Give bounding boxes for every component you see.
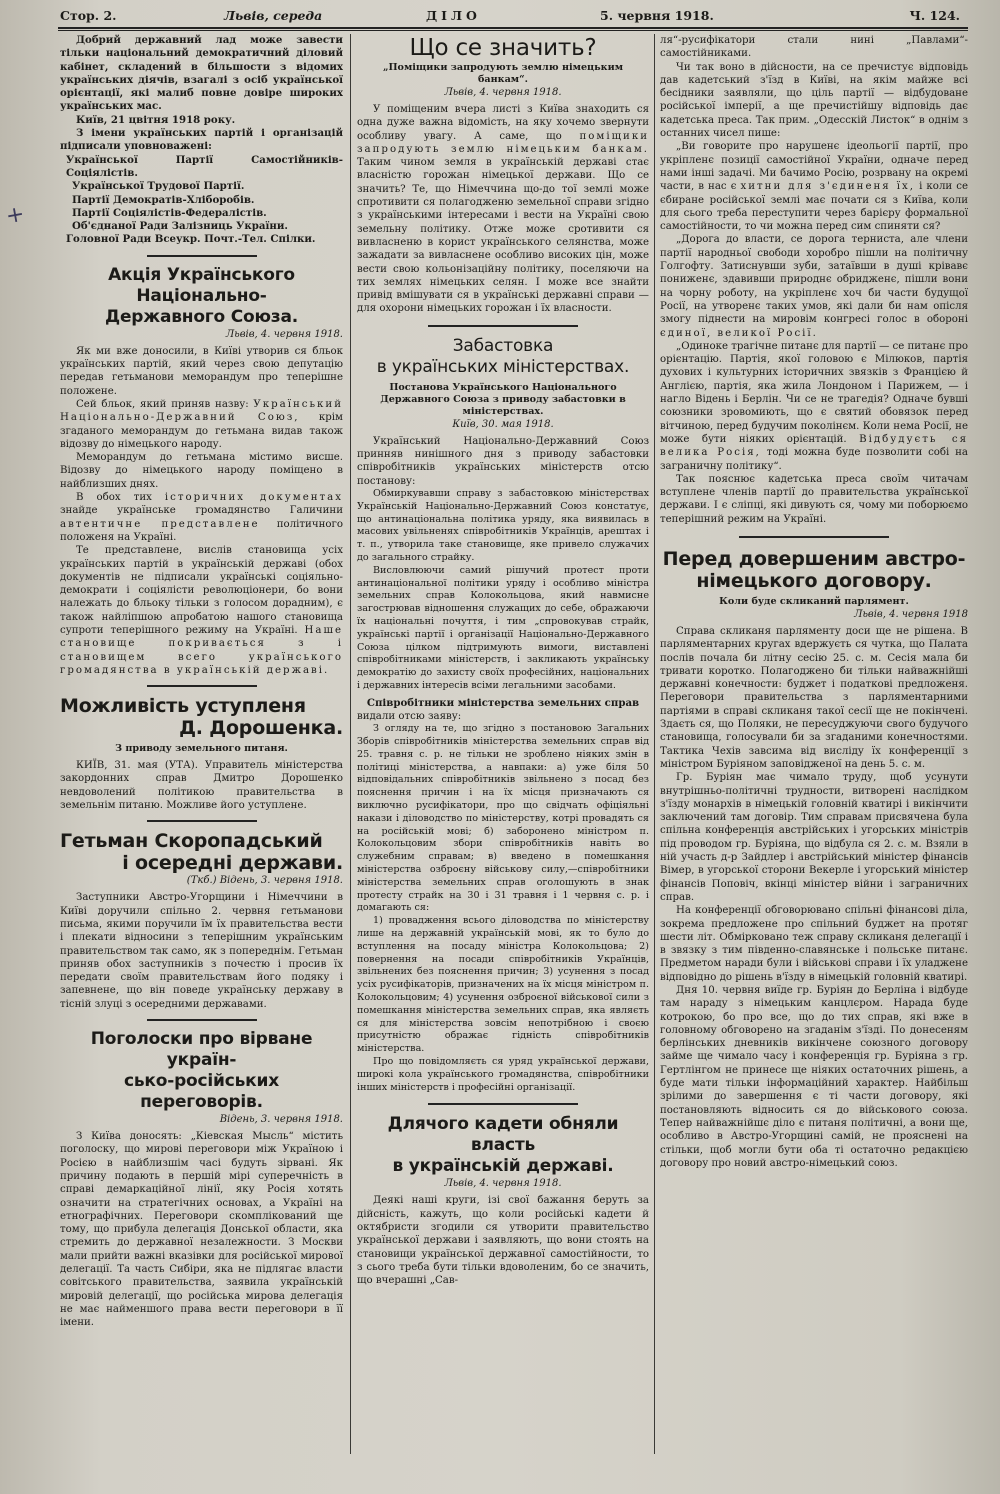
subheadline: „Поміщики запродують землю німецьким банкам“. [382, 62, 624, 85]
subheadline: Коли буде скликаний парлямент. [719, 595, 909, 607]
headline: Акція Українського Національно- [108, 264, 295, 306]
dateline: Відень, 3. червня 1918. [219, 1114, 343, 1126]
article-hetman [60, 830, 343, 1011]
paragraph: Сей бльок, який приняв назву: Український Національно-Державний Союз, крім згаданого меморандум до гетьмана видав також відозву до німецького народу. [60, 398, 343, 450]
column-2 [357, 34, 649, 1484]
paragraph: Обмиркувавши справу з забастовкою міністерствах Українській Національно-Державний Союз констатує, що антинаціональна політика уряду, яка виявилась в масових увільненях співробітників Українців, арештах і т. п., утворила таке становище, яке привело служачих до загального страйку. [357, 487, 649, 563]
section-rule [147, 820, 257, 822]
article-treaty [660, 548, 968, 1170]
newspaper-title: ДІЛО [426, 8, 481, 23]
paragraph: Меморандум до гетьмана містимо висше. Відозву до німецького народу поміщено в найблизших днях. [60, 452, 343, 490]
column-divider [654, 34, 655, 1454]
paragraph: З огляду на те, що згідно з постановою Загальних Зборів співробітників міністерства земельних справ від 25. травня с. р. не тільки не зроблено ніяких змін в політиці міністерства, а навпаки: а) уже біля 50 відповідальних співробітників звільнено з посад без пояснення причин і на їх місця призначають ся виключно русифікатори, про що свідчать офіціяльні накази і діловодство по міністерству, котрі провадять ся на російській мові; б) заборонено міністром п. Колокольцовим збори співробітників навіть во служебним справам; в) введено в помешкання міністерства озброєну військову силу,—співробітники міністерства земельних справ оголошують в знак протесту страйк на 30 і 31 травня і 1 червня с. р. і домагають ся: [357, 723, 649, 914]
continued-text: Добрий державний лад може завести тільки національний демократичний діловий кабінет, складений в більшости з відомих українських діячів, взагалі з осіб української орієнтації, які малиб повне довіре широких українських мас. [60, 34, 343, 113]
paragraph: Те представлене, вислів становища усіх українських партій в українській державі (обох документів не підписали українські соціяльно-демократи і соціялісти революціонери, бо вони належать до бльоку тільки з голосом дорадним), є також найліпшою апробатою нашого становища супроти теперішного режиму на Україні. Наше становище покривається з і становищем всего українського громадянства в українській державі. [60, 545, 343, 676]
subheadline: Співробітники міністерства земельних справ [366, 696, 640, 709]
handwritten-mark: + [3, 201, 27, 230]
quote: „Дорога до власти, се дорога терниста, але члени партії народньої свободи хоробро пішли на політичну Голгофту. Затиснувши зуби, затаївши в душі крівавє пониженє, здавивши природнє обридженє, пішли вони на чорну роботу, на укріпленє хоч би части будущої Росії, на утворенє таких умов, які дали би нам опісля змогу піднести на мировім конгресі голос в обороні єдиної, великої Росії. [660, 234, 968, 339]
paragraph: Чи так воно в дійсности, на се пречистує відповідь дав кадетський з'їзд в Київі, на якім майже всі бесідники заявляли, що ціль партії — відбудоване російської імперії, а ще пречистійшу відповідь дає кадетська преса. Так прим. „Одесскій Листок“ в однім з останних чисел пише: [660, 61, 968, 140]
masthead [60, 5, 960, 29]
section-rule [739, 536, 889, 538]
paragraph: З Київа доносять: „Кіевская Мысль“ містить поголоску, що мирові переговори між Україною і Росією в найблизшім часі будуть зірвані. Як причину подають в першій мірі суперечність в справі демаркаційної лінії, яку Росія хотять означити на стратегічних основах, а Україні на етнографічних. Переговори скомплікований ще тому, що прибула делегація Донської области, яка стремить до державної незалежности. З Москви мали прийти важні вказівки для російської мирової делегації. Та часть Сибіри, яка не підлягає власти совітського правительства, заявила українській мировій делегації, що російська мирова делегація не має найменшого права вести переговори в її імени. [60, 1131, 343, 1329]
continued-date: Київ, 21 цвітня 1918 року. [76, 113, 236, 126]
subheadline: Постанова Українського Національного Державного Союза з приводу забастовки в міністерствах. [380, 381, 626, 417]
column-1 [60, 34, 343, 1484]
signatory: Партії Демократів-Хліборобів. [72, 193, 255, 206]
dateline: Львів, 4. червня 1918. [444, 1178, 562, 1190]
article-rumors [60, 1029, 343, 1329]
dateline: Львів, 4. червня 1918. [225, 328, 343, 340]
column-divider [350, 34, 351, 1454]
paragraph: Дня 10. червня виїде гр. Буріян до Берліна і відбуде там нараду з німецьким канцлєром. Нарада буде котрокою, бо про все, що до тих справ, які вже в головному обговорено на згаданім з'їзді. По донесеням берлінських дневників викінчене союзного договору займе ще чимало часу і конференція гр. Буріяна з гр. Гертлінгом не принесе ще ніяких остаточних рішень, а буде мати тільки інформаційний характер. Найбільш зрілими до завершення є ті части договору, які постановляють відносить ся до військового союза. Тепер найважнійшє діло є питаня політичні, а вони ще, особливо в Австро-Угорщині самій, не прояснені на стільки, щоб могли бути оба ті остаточно редакцією договору про новий австро-німецький союз. [660, 985, 968, 1169]
signatory: Української Партії Самостійників-Соціялістів. [66, 153, 343, 179]
article-cadets [357, 1114, 649, 1287]
quote: „Ви говорите про нарушенє ідеольогії партії, про укріпленє позиції самостійної України, одначе перед нами інші задачі. Ми бачимо Росію, розрвану на окремі части, в нас є хитни для з'єдиненя їх, і коли се єбиране російської землі має почати ся з Київа, коли для сього треба переступити через барієру формальної самостійности, то чи можна перед сим спиняти ся? [660, 141, 968, 233]
place-day: Львів, середа [224, 8, 323, 23]
paragraph: Висловлюючи самий рішучий протест проти антинаціональної політики уряду і особливо міністра земельних справ Колокольцова, який навмисне загострював відношення служащих до себе, ображаючи їх національні почуття, і тим „спровокував страйк, українські партії і організації Національно-Державного Союза цілком підтримують вимоги, виставлені співробітниками міністерств, і закликають українську демократію до захисту своїх професійних, національних і державних інтересів всіми легальними засобами. [357, 564, 649, 691]
signatory: Української Трудової Партії. [72, 180, 245, 193]
page-number: Стор. 2. [60, 8, 117, 23]
column-3 [660, 34, 968, 1484]
section-rule [147, 255, 257, 257]
headline: Державного Союза. [105, 306, 298, 327]
paragraph: В обох тих історичних документах знайде українське громадянство Галичини автентичне представлене політичного положеня на Україні. [60, 492, 343, 543]
section-rule [428, 325, 578, 327]
headline: в українській державі. [392, 1156, 614, 1177]
headline: Забастовка [452, 335, 554, 356]
headline: в українських міністерствах. [376, 356, 630, 377]
headline: Що се значить? [409, 35, 597, 61]
headline: Можливість уступленя [60, 695, 306, 718]
paragraph: Так пояснює кадетська преса своїм читачам вступлене членів партії до правительства української держави. І є сліпці, які дивують ся, чому ми поборюємо теперішний режим на Україні. [660, 473, 968, 525]
paragraph: видали отсю заяву: [357, 710, 462, 722]
section-rule [428, 1103, 578, 1105]
paragraph: Як ми вже доносили, в Київі утворив ся бльок українських партій, який через свою депутацію передав гетьманови меморандум про теперішне положене. [60, 345, 343, 397]
headline: Д. Дорошенка. [179, 717, 343, 740]
issue-date: 5. червня 1918. [600, 8, 714, 23]
paragraph: Деякі наші круги, ізі свої бажання беруть за дійсність, кажуть, що коли російські кадети й октябристи згодили ся утворити правительство української держави і заявляють, що вони стоять на становищи української державної самостійности, то з сього треба бути тільки вдоволеним, бо се значить, що вчерашні „Сав- [357, 1195, 649, 1287]
paragraph: У поміщеним вчера листі з Київа знаходить ся одна дуже важна відомість, на яку хочемо звернути особливу увагу. А саме, що поміщики запродують землю німецьким банкам. Таким чином земля в українській державі стає власністю горожан німецької держави. Що се значить? Те, що Німеччина що-до тої землі може спротивити ся полагодженю земельної справи згідно з українськими інтересами і вести на Україні свою земельну політику. Отже може сротивити ся вивласненю в корист українського селянства, може зажадати за вивласнене особливо високих цін, може вести свою кольонізаційну політику, поселяючи на тих землях німецьких селян. І може все знайти привід вмішувати ся в українські державні справи — для охорони німецьких горожан і їх власности. [357, 104, 649, 315]
headline: Поголоски про вірване україн- [90, 1029, 313, 1071]
paragraph: Гр. Буріян має чимало труду, щоб усунути внутрішньо-політичні трудности, витворені наслідком з'їзду монархів в німецькій головній кватирі і викінчити заключений там договір. Тим справам присвячена була спільна конференція австрійських і угорських міністрів під проводом гр. Буріяна, що відбула ся 2. с. м. Взяли в ній участь д-р Зайдлер і австрійський міністер фінансів Вімер, в угорської сторони Векерле і угорський міністер фінансів Поповіч, вкінці міністер війни і заграничних справ. [660, 772, 968, 903]
paragraph: Про що повідомляєть ся уряд української держави, широкі кола українського громадянства, співробітники інших міністерств і професійні організації. [357, 1056, 649, 1093]
signatory: Партії Соціялістів-Федералістів. [72, 206, 267, 219]
dateline: Львів, 4. червня 1918 [854, 608, 968, 620]
paragraph: КИЇВ, 31. мая (УТА). Управитель міністерства закордонних справ Дмитро Дорошенко невдоволений політикою правительства в земельнім питаню. Можливе його уступлене. [60, 760, 343, 812]
subheadline: З приводу земельного питаня. [115, 743, 288, 755]
section-rule [147, 1019, 257, 1021]
continued-text: ля“-русифікатори стали нині „Павлами“-самостійниками. [660, 35, 968, 60]
headline: сько-російських переговорів. [123, 1071, 279, 1113]
headline: Длячого кадети обняли власть [387, 1114, 619, 1156]
signatory: Головної Ради Всеукр. Почт.-Тел. Спілки. [66, 233, 316, 246]
headline: Гетьман Скоропадський [60, 830, 323, 853]
article-strike [357, 336, 649, 1095]
paragraph: Заступники Австро-Угорщини і Німеччини в Київі доручили спільно 2. червня гетьманови письма, якими поручили їм їх правительства вести і плекати відносини з теперішним українським правительством так само, як з попереднім. Гетьман приняв обох заступників з почестю і просив їх передати своїм правительствам його подяку і запевнене, що він поведе українську державу в тісній злуці з осередними державами. [60, 892, 343, 1010]
dateline: Львів, 4. червня 1918. [444, 87, 562, 98]
signatory: Об'єднаної Ради Залізниць України. [72, 220, 288, 233]
section-rule [147, 685, 257, 687]
headline: і осередні держави. [122, 852, 343, 875]
quote: „Одиноке трагічне питанє для партії — се питанє про орієнтацію. Партія, якої головою є Мілюков, партія духових і культурних історичних звязків з Францією й Англією, партія, яка жила Лондоном і Парижем, — і нагло Відень і Берлін. Чи се не трагедія? Одначе бувші союзники зровомиють, що є святий обовязок перед вітчиною, перед будучим поколінєм. Коли нема Росії, не може бути ніяких орієнтацій. Відбудуєть ся велика Росія, тоді можна буде позволити собі на заграничну політику“. [660, 340, 968, 472]
signatories-list [60, 154, 343, 247]
header-rule [58, 27, 968, 31]
paragraph: 1) провадження всього діловодства по міністерству лише на державній українській мові, як то було до вступлення на посаду міністра Колокольцова; 2) повернення на посади співробітників Українців, звільнених без пояснення причин; 3) усунення з посад усіх русифікаторів, призначених на їх місця міністром п. Колокольцовим; 4) усунення озброєної військової сили з помешкання міністерства земельних справ, яка являєть ся для міністерства зовсім непотрібною і своєю присутністю ображає гідність співробітників міністерства. [357, 915, 649, 1055]
dateline: Київ, 30. мая 1918. [452, 418, 554, 430]
dateline: (Ткб.) Відень, 3. червня 1918. [186, 875, 343, 887]
issue-number: Ч. 124. [909, 8, 960, 23]
paragraph: Справа скликаня парляменту доси ще не рішена. В парляментарних кругах вдержуєть ся чутка, що Палата послів почала би літну сесію 25. с. м. Сесія мала би тривати коротко. Полагоджено би тільки найважнійші державні конечности: буджет і податкові предложеня. Переговори правительства з парляментарними партіями в справі скликаня такої сесії ще не покінчені. Здаєть ся, що Поляки, не пересуджуючи свого будучого становища, голосували би за згаданими конечностями. Тактика Чехів завсима від висліду їх конференції з міністром Буріяном заповідженої на день 5. с. м. [660, 625, 968, 770]
paragraph: На конференції обговорювано спільні фінансові діла, зокрема предложене про спільний буджет на протяг шести літ. Обмірковано теж справу скликаня делегації і в звязку з тим південно-славянське і польське питанє. Предметом наради були і військові справи і їх уладжене відповідно до рішень в'їзду в німецькій головній кватирі. [660, 905, 968, 983]
headline: німецького договору. [696, 569, 932, 592]
article-action-union [60, 265, 343, 677]
article-doroshenko [60, 695, 343, 812]
signatories-intro: З імени українських партій і організацій підписали уповноважені: [60, 127, 343, 153]
paragraph: Український Національно-Державний Союз принняв нинішного дня з приводу забастовки співробітників українських міністерств отсю постанову: [357, 435, 649, 487]
headline: Перед довершеним австро- [662, 547, 966, 570]
article-what-it-means [357, 34, 649, 316]
